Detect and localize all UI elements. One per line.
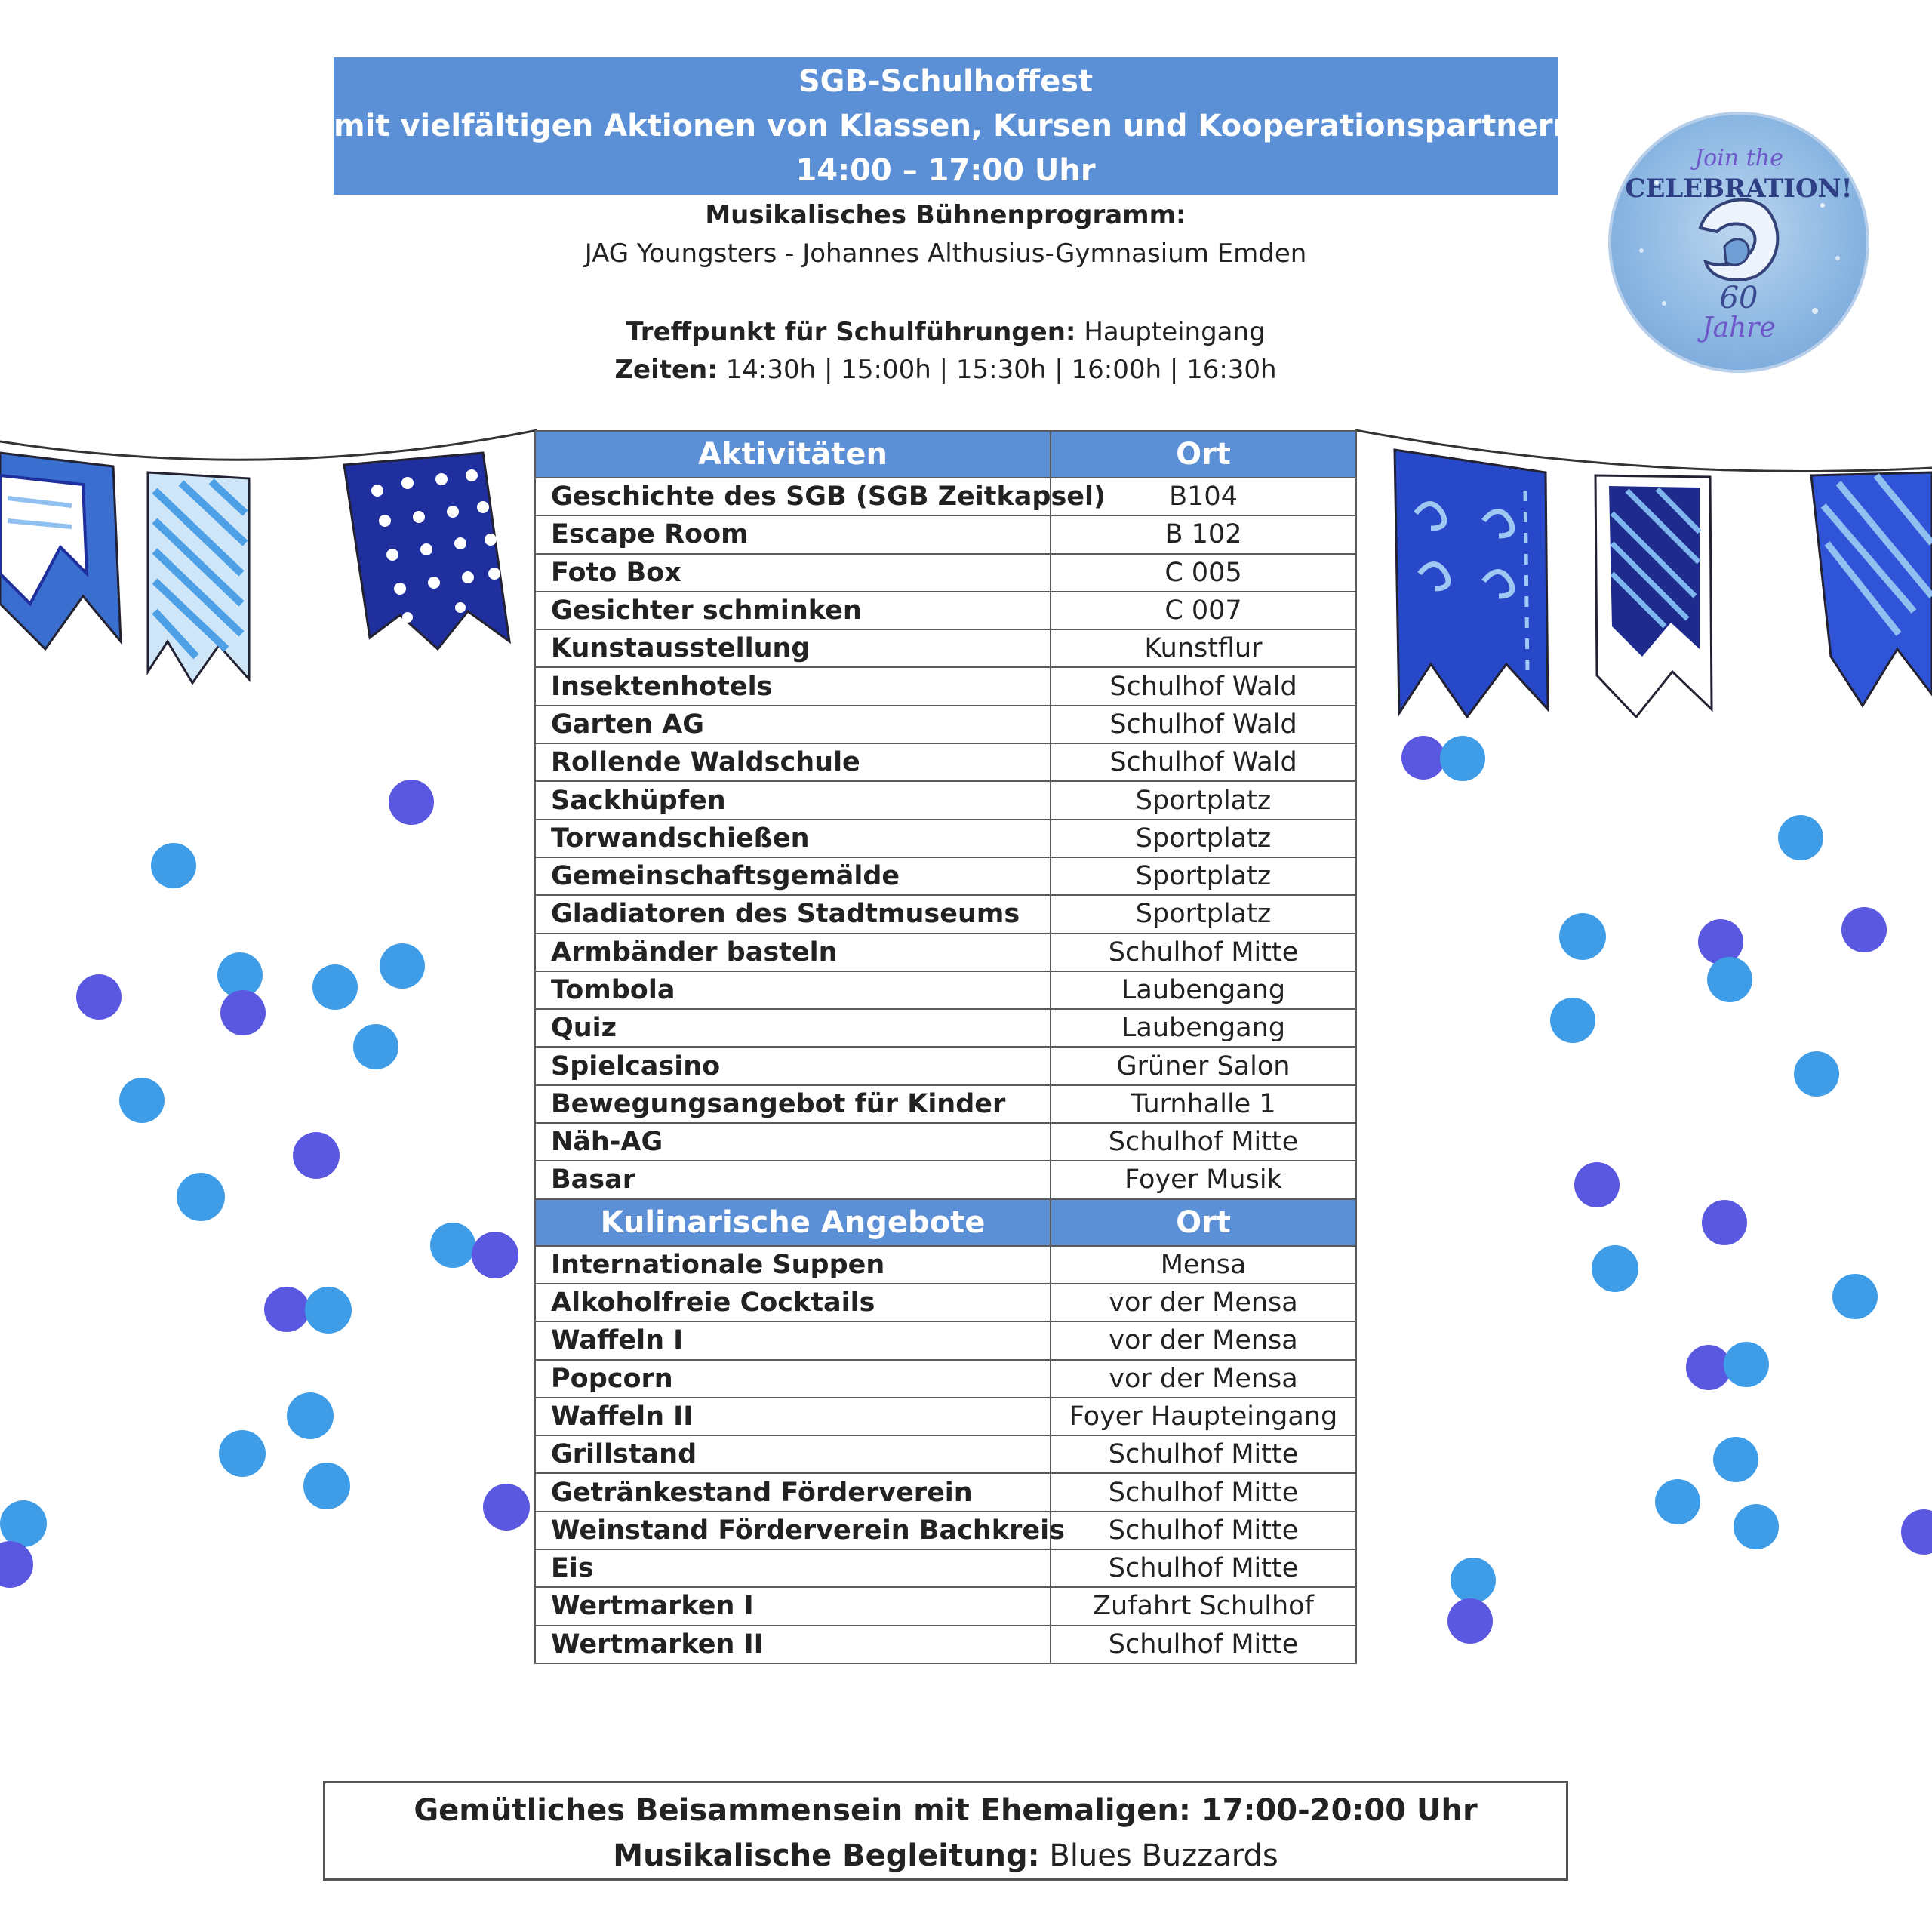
tour-times: Zeiten: 14:30h | 15:00h | 15:30h | 16:00h | 16:30h [614, 355, 1277, 385]
activity-place: Foyer Musik [1051, 1161, 1356, 1198]
activity-place: B104 [1051, 478, 1356, 515]
activity-name: Garten AG [535, 706, 1051, 743]
activity-name: Escape Room [535, 515, 1051, 553]
culinary-name: Getränkestand Förderverein [535, 1473, 1051, 1511]
bunting-flag-6 [1811, 472, 1932, 706]
activity-place: Sportplatz [1051, 781, 1356, 819]
activity-name: Torwandschießen [535, 820, 1051, 857]
activity-name: Rollende Waldschule [535, 743, 1051, 781]
event-title: SGB-Schulhoffest [798, 64, 1094, 99]
bunting-flag-1 [0, 453, 121, 649]
activity-name: Foto Box [535, 554, 1051, 592]
badge-years-text: Jahre [1702, 312, 1776, 343]
bunting-right [1355, 423, 1932, 724]
table-row [535, 515, 1356, 553]
alumni-gathering: Gemütliches Beisammensein mit Ehemaligen: 17:00-20:00 Uhr [414, 1793, 1478, 1828]
table-row [535, 857, 1356, 895]
badge-join-text: Join the [1694, 145, 1783, 171]
table-row [535, 1085, 1356, 1123]
culinary-name: Waffeln I [535, 1321, 1051, 1359]
table-row [535, 592, 1356, 629]
table-row [535, 1435, 1356, 1473]
activity-place: Sportplatz [1051, 895, 1356, 933]
culinary-place: Schulhof Mitte [1051, 1626, 1356, 1663]
table-row [535, 1473, 1356, 1511]
table-row [535, 1284, 1356, 1321]
footer-box [323, 1781, 1568, 1881]
activity-place: Laubengang [1051, 971, 1356, 1009]
activity-place: C 005 [1051, 554, 1356, 592]
activity-place: Schulhof Wald [1051, 743, 1356, 781]
activity-place: Sportplatz [1051, 857, 1356, 895]
event-time: 14:00 – 17:00 Uhr [795, 153, 1096, 188]
table-row [535, 629, 1356, 667]
culinary-place: vor der Mensa [1051, 1284, 1356, 1321]
culinary-name: Grillstand [535, 1435, 1051, 1473]
activities-header: Aktivitäten [535, 431, 1051, 478]
table-row [535, 1246, 1356, 1284]
table-row [535, 1123, 1356, 1161]
culinary-place-header: Ort [1051, 1199, 1356, 1246]
activity-place: B 102 [1051, 515, 1356, 553]
table-row [535, 1549, 1356, 1587]
activities-place-header: Ort [1051, 431, 1356, 478]
bunting-flag-4 [1395, 450, 1548, 717]
stage-program-value: JAG Youngsters - Johannes Althusius-Gymnasium Emden [584, 238, 1307, 269]
table-row [535, 1321, 1356, 1359]
bunting-flag-2 [148, 472, 249, 683]
activity-name: Armbänder basteln [535, 934, 1051, 971]
badge-celebration-text: CELEBRATION! [1625, 174, 1853, 204]
activity-name: Gesichter schminken [535, 592, 1051, 629]
table-row [535, 1047, 1356, 1084]
activity-name: Sackhüpfen [535, 781, 1051, 819]
activity-name: Spielcasino [535, 1047, 1051, 1084]
table-row [535, 1398, 1356, 1435]
culinary-place: Schulhof Mitte [1051, 1549, 1356, 1587]
activity-place: Sportplatz [1051, 820, 1356, 857]
table-row [535, 706, 1356, 743]
activity-name: Näh-AG [535, 1123, 1051, 1161]
table-row [535, 895, 1356, 933]
table-row [535, 1360, 1356, 1398]
culinary-place: Foyer Haupteingang [1051, 1398, 1356, 1435]
culinary-name: Eis [535, 1549, 1051, 1587]
table-row [535, 1161, 1356, 1198]
activity-name: Basar [535, 1161, 1051, 1198]
culinary-name: Waffeln II [535, 1398, 1051, 1435]
activity-place: Laubengang [1051, 1009, 1356, 1047]
activity-name: Insektenhotels [535, 667, 1051, 705]
activity-place: Schulhof Mitte [1051, 934, 1356, 971]
table-row [535, 478, 1356, 515]
activity-name: Tombola [535, 971, 1051, 1009]
culinary-name: Alkoholfreie Cocktails [535, 1284, 1051, 1321]
music-accompaniment: Musikalische Begleitung: Blues Buzzards [613, 1838, 1278, 1873]
bunting-flag-3 [344, 453, 509, 649]
table-row [535, 1626, 1356, 1663]
activity-place: Schulhof Wald [1051, 667, 1356, 705]
activity-name: Kunstausstellung [535, 629, 1051, 667]
table-row [535, 781, 1356, 819]
table-row [535, 971, 1356, 1009]
activity-place: C 007 [1051, 592, 1356, 629]
culinary-name: Popcorn [535, 1360, 1051, 1398]
activity-place: Schulhof Wald [1051, 706, 1356, 743]
culinary-place: Schulhof Mitte [1051, 1512, 1356, 1549]
table-row [535, 743, 1356, 781]
activity-name: Geschichte des SGB (SGB Zeitkapsel) [535, 478, 1051, 515]
activity-place: Schulhof Mitte [1051, 1123, 1356, 1161]
activity-name: Quiz [535, 1009, 1051, 1047]
culinary-place: Zufahrt Schulhof [1051, 1587, 1356, 1625]
culinary-name: Wertmarken I [535, 1587, 1051, 1625]
culinary-place: vor der Mensa [1051, 1321, 1356, 1359]
activity-name: Gemeinschaftsgemälde [535, 857, 1051, 895]
anniversary-badge [1608, 112, 1869, 373]
activity-place: Grüner Salon [1051, 1047, 1356, 1084]
activities-header-row [535, 431, 1356, 478]
tour-meeting-point: Treffpunkt für Schulführungen: Haupteingang [626, 317, 1266, 347]
activity-place: Kunstflur [1051, 629, 1356, 667]
culinary-name: Weinstand Förderverein Bachkreis [535, 1512, 1051, 1549]
culinary-place: vor der Mensa [1051, 1360, 1356, 1398]
stage-program-label: Musikalisches Bühnenprogramm: [705, 200, 1186, 230]
event-subtitle: mit vielfältigen Aktionen von Klassen, Kursen und Kooperationspartnern [334, 109, 1575, 143]
title-banner [334, 57, 1575, 195]
culinary-name: Wertmarken II [535, 1626, 1051, 1663]
bunting-flag-5 [1595, 475, 1712, 717]
table-row [535, 1512, 1356, 1549]
culinary-header-row [535, 1199, 1356, 1246]
culinary-name: Internationale Suppen [535, 1246, 1051, 1284]
activity-name: Bewegungsangebot für Kinder [535, 1085, 1051, 1123]
program-table [534, 430, 1357, 1664]
badge-number: 60 [1719, 281, 1758, 315]
table-row [535, 820, 1356, 857]
culinary-place: Mensa [1051, 1246, 1356, 1284]
activity-name: Gladiatoren des Stadtmuseums [535, 895, 1051, 933]
table-row [535, 934, 1356, 971]
culinary-header: Kulinarische Angebote [535, 1199, 1051, 1246]
bunting-left [0, 423, 543, 724]
culinary-place: Schulhof Mitte [1051, 1473, 1356, 1511]
culinary-place: Schulhof Mitte [1051, 1435, 1356, 1473]
table-row [535, 1587, 1356, 1625]
table-row [535, 554, 1356, 592]
activity-place: Turnhalle 1 [1051, 1085, 1356, 1123]
table-row [535, 667, 1356, 705]
table-row [535, 1009, 1356, 1047]
